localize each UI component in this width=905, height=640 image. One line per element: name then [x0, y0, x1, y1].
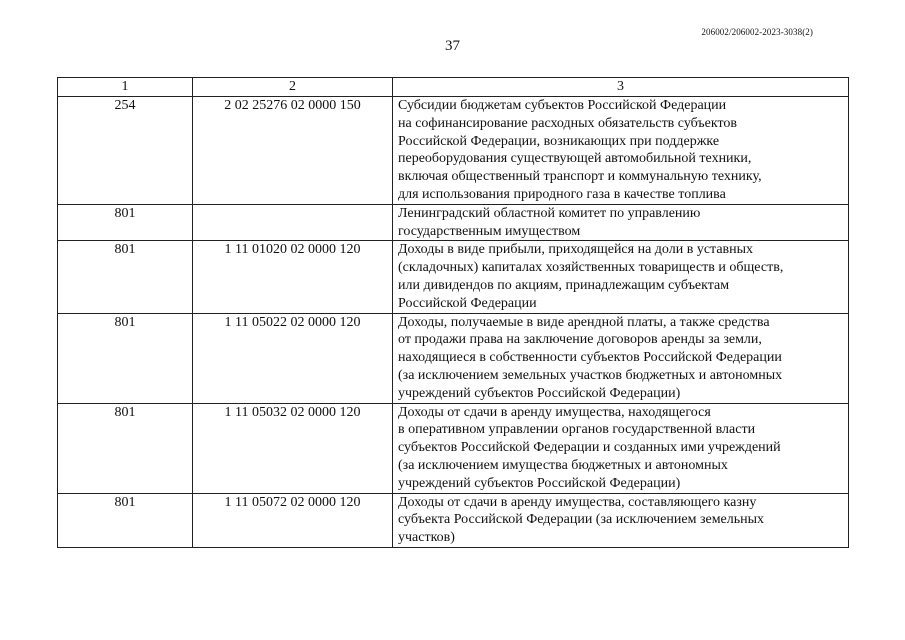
- revenue-name-line: Ленинградский областной комитет по управлению: [398, 205, 701, 221]
- revenue-name-cell: [393, 313, 849, 403]
- revenue-name-line: находящиеся в собственности субъектов Российской Федерации: [398, 350, 782, 366]
- revenue-name-line: Российской Федерации, возникающих при поддержке: [398, 133, 720, 149]
- table-header-row: [58, 78, 849, 97]
- revenue-name-line: Доходы от сдачи в аренду имущества, находящегося: [398, 404, 711, 420]
- admin-code-cell: 801: [58, 493, 193, 547]
- admin-code-cell: 801: [58, 403, 193, 493]
- table-row: [58, 204, 849, 241]
- revenue-name-line: субъектов Российской Федерации и созданных ими учреждений: [398, 440, 781, 456]
- admin-code-cell: 801: [58, 204, 193, 241]
- table-row: [58, 241, 849, 313]
- revenue-name-line: учреждений субъектов Российской Федерации): [398, 475, 681, 491]
- budget-code-cell: [193, 204, 393, 241]
- revenue-name-line: Субсидии бюджетам субъектов Российской Федерации: [398, 98, 727, 113]
- revenue-name-line: Российской Федерации: [398, 295, 537, 311]
- budget-code-cell: 1 11 05072 02 0000 120: [193, 493, 393, 547]
- revenue-name-line: в оперативном управлении органов государственной власти: [398, 422, 756, 438]
- budget-classification-table: [57, 77, 849, 548]
- revenue-name-line: на софинансирование расходных обязательств субъектов: [398, 115, 738, 131]
- admin-code-cell: 801: [58, 313, 193, 403]
- revenue-name-line: или дивидендов по акциям, принадлежащим субъектам: [398, 277, 730, 293]
- budget-code-cell: 1 11 01020 02 0000 120: [193, 241, 393, 313]
- budget-code-cell: 1 11 05022 02 0000 120: [193, 313, 393, 403]
- revenue-name-line: включая общественный транспорт и коммунальную технику,: [398, 169, 762, 185]
- admin-code-cell: 801: [58, 241, 193, 313]
- table-row: [58, 403, 849, 493]
- budget-code-cell: 2 02 25276 02 0000 150: [193, 97, 393, 205]
- revenue-name-line: (за исключением земельных участков бюджетных и автономных: [398, 367, 783, 383]
- column-header-2: 2: [193, 78, 393, 97]
- revenue-name-cell: [393, 493, 849, 547]
- revenue-name-line: участков): [398, 530, 455, 546]
- table-row: [58, 313, 849, 403]
- revenue-name-line: (за исключением имущества бюджетных и автономных: [398, 457, 728, 473]
- column-header-3: 3: [393, 78, 849, 97]
- revenue-name-line: переоборудования существующей автомобильной техники,: [398, 151, 752, 167]
- admin-code-cell: 254: [58, 97, 193, 205]
- revenue-name-cell: [393, 241, 849, 313]
- revenue-name-line: Доходы в виде прибыли, приходящейся на доли в уставных: [398, 242, 754, 258]
- table-body: [58, 78, 849, 548]
- page-number: 37: [445, 38, 460, 54]
- document-id: 206002/206002-2023-3038(2): [701, 27, 813, 37]
- budget-code-cell: 1 11 05032 02 0000 120: [193, 403, 393, 493]
- revenue-name-line: государственным имуществом: [398, 223, 581, 239]
- revenue-name-cell: [393, 97, 849, 205]
- revenue-name-line: (складочных) капиталах хозяйственных товариществ и обществ,: [398, 260, 784, 276]
- column-header-1: 1: [58, 78, 193, 97]
- revenue-name-cell: [393, 204, 849, 241]
- revenue-name-line: учреждений субъектов Российской Федерации): [398, 385, 681, 401]
- revenue-name-line: от продажи права на заключение договоров аренды за земли,: [398, 332, 762, 348]
- revenue-name-line: Доходы, получаемые в виде арендной платы, а также средства: [398, 314, 770, 330]
- revenue-name-line: субъекта Российской Федерации (за исключением земельных: [398, 512, 765, 528]
- table-row: [58, 493, 849, 547]
- revenue-name-line: Доходы от сдачи в аренду имущества, составляющего казну: [398, 494, 757, 510]
- table-row: [58, 97, 849, 205]
- revenue-name-cell: [393, 403, 849, 493]
- revenue-name-line: для использования природного газа в качестве топлива: [398, 186, 726, 202]
